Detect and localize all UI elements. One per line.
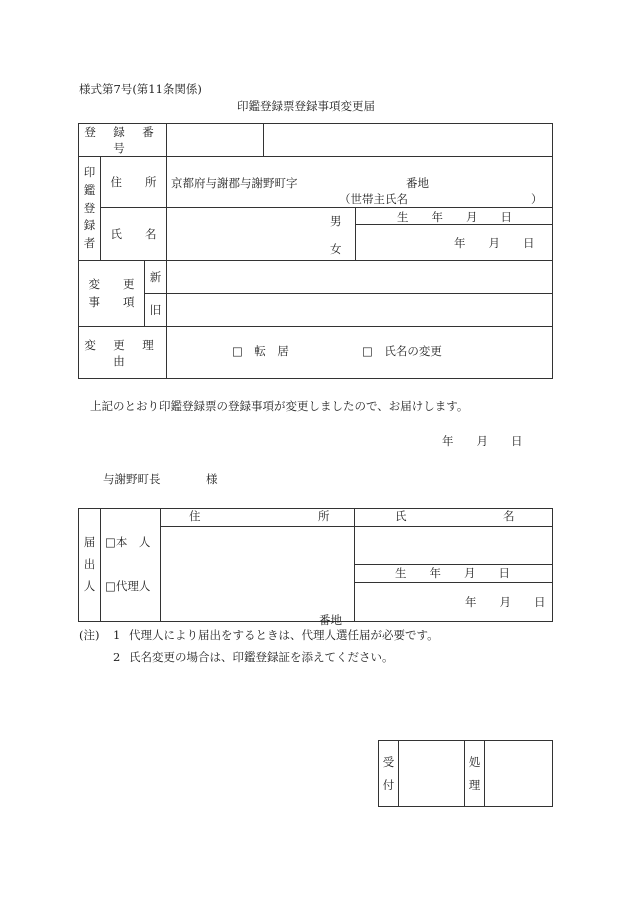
reason-label-cell [79, 327, 167, 379]
sex-male[interactable]: 男 [330, 214, 342, 228]
old-value-field[interactable] [167, 294, 553, 327]
address-header-1: 住 [189, 509, 201, 523]
household-head-close: ） [531, 192, 543, 206]
reason-field [167, 327, 553, 379]
sex-female[interactable]: 女 [330, 242, 342, 256]
new-value-field[interactable] [167, 261, 553, 294]
notifier-banchi: 番地 [319, 613, 342, 627]
notifier-name-field[interactable] [355, 527, 553, 565]
change-label-cell [79, 261, 145, 327]
form-title: 印鑑登録票登録事項変更届 [237, 99, 375, 113]
address-field[interactable] [167, 157, 553, 208]
change-label-1: 変 更 [88, 276, 135, 291]
notifier-birth-value[interactable]: 年 月 日 [465, 595, 546, 609]
processed-label: 処 理 [468, 754, 481, 792]
note-2-number: 2 [113, 650, 121, 664]
notifier-type-cell [101, 509, 161, 622]
received-stamp-field[interactable] [399, 741, 465, 807]
form-number: 様式第7号(第11条関係) [79, 82, 202, 96]
statement: 上記のとおり印鑑登録票の登録事項が変更しましたので、お届けします。 [90, 399, 469, 413]
reg-number-label: 登 録 番 号 [84, 125, 161, 155]
notifier-address-field[interactable] [161, 527, 355, 627]
name-label: 氏 名 [110, 227, 157, 241]
addressee: 与謝野町長 [103, 472, 161, 486]
self-checkbox[interactable]: □本 人 [105, 535, 151, 549]
received-label-cell [379, 741, 399, 807]
registrant-label: 印 鑑 登 録 者 [83, 164, 96, 251]
birth-value[interactable]: 年 月 日 [454, 236, 535, 250]
name-header-cell [355, 509, 553, 527]
new-label-cell [145, 261, 167, 294]
birth-header: 生 年 月 日 [397, 210, 513, 224]
reason-name-change-checkbox[interactable]: □ 氏名の変更 [362, 344, 442, 358]
name-label-cell [101, 208, 167, 261]
note-1: 代理人により届出をするときは、代理人選任届が必要です。 [129, 628, 439, 642]
address-header-cell [161, 509, 355, 527]
registrant-label-cell [79, 157, 101, 261]
notifier-label: 届 出 人 [83, 535, 96, 593]
main-form-table [78, 123, 553, 379]
notifier-table [78, 508, 553, 627]
notifier-birth-header: 生 年 月 日 [395, 566, 510, 580]
notifier-label-cell [79, 509, 101, 622]
address-label: 住 所 [110, 175, 157, 189]
household-head-label: （世帯主氏名 [339, 192, 409, 206]
old-label-cell [145, 294, 167, 327]
address-banchi: 番地 [406, 176, 430, 190]
note-1-number: 1 [113, 628, 121, 642]
proxy-checkbox[interactable]: □代理人 [105, 579, 151, 593]
notes-label: (注) [79, 628, 100, 642]
received-label: 受 付 [382, 754, 395, 792]
change-label-2: 事 項 [88, 294, 135, 309]
processed-label-cell [465, 741, 485, 807]
address-header-2: 所 [318, 509, 330, 523]
reason-label: 変 更 理 由 [84, 337, 161, 368]
honorific: 様 [206, 472, 218, 486]
address-prefix: 京都府与謝郡与謝野町字 [171, 176, 298, 190]
name-header-1: 氏 [395, 509, 407, 523]
reason-move-checkbox[interactable]: □ 転 居 [232, 344, 289, 358]
reg-number-label-cell [79, 124, 167, 157]
name-header-2: 名 [503, 509, 515, 523]
submission-date[interactable]: 年 月 日 [442, 434, 523, 448]
address-label-cell [101, 157, 167, 208]
processed-stamp-field[interactable] [485, 741, 553, 807]
new-label: 新 [149, 270, 162, 284]
note-2: 氏名変更の場合は、印鑑登録証を添えてください。 [129, 650, 394, 664]
reg-number-field[interactable] [167, 124, 553, 157]
office-box [378, 740, 553, 807]
name-field[interactable] [167, 208, 553, 261]
old-label: 旧 [149, 303, 162, 317]
notifier-birth-cell[interactable] [355, 565, 553, 622]
